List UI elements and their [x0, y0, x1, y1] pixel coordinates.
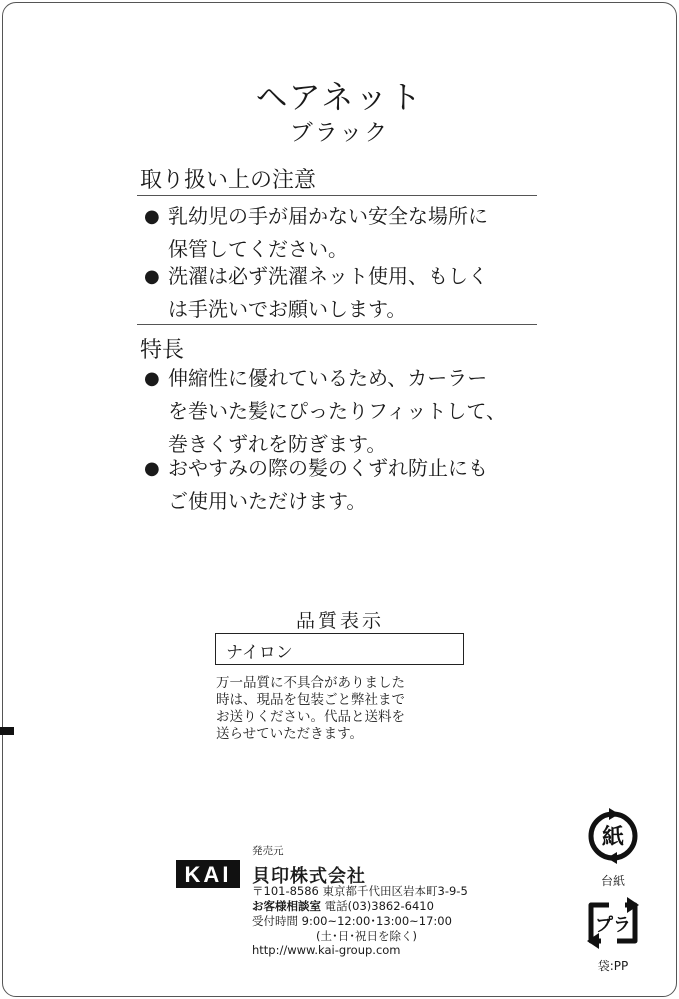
features-divider — [137, 324, 537, 325]
feature-item-line: おやすみの際の髪のくずれ防止にも — [168, 456, 488, 480]
plastic-recycle-icon — [583, 895, 643, 951]
caution-item-line: 洗濯は必ず洗濯ネット使用、もしく — [168, 264, 488, 288]
defect-notice — [216, 675, 476, 743]
quality-heading: 品質表示 — [295, 610, 384, 632]
closed-days: (土･日･祝日を除く) — [316, 929, 417, 943]
paper-recycle-icon — [585, 808, 641, 864]
support-hours: 受付時間 9:00~12:00･13:00~17:00 — [252, 914, 452, 928]
company-url: http://www.kai-group.com — [252, 943, 401, 957]
caution-heading: 取り扱い上の注意 — [140, 168, 317, 193]
product-color: ブラック — [289, 120, 390, 146]
caution-item — [144, 200, 544, 266]
support-phone: 電話(03)3862-6410 — [324, 899, 434, 913]
logo-text: KAI — [184, 862, 232, 887]
material-value: ナイロン — [226, 643, 293, 663]
features-heading: 特長 — [140, 338, 185, 363]
notice-line: お送りください。代品と送料を — [216, 709, 405, 725]
caution-item — [144, 260, 544, 326]
material-box — [215, 633, 464, 665]
bullet-icon: ● — [144, 206, 160, 227]
support-label: お客様相談室 — [252, 899, 321, 913]
plastic-label: 袋:PP — [597, 959, 629, 973]
paper-mark-text: 紙 — [601, 825, 625, 850]
notice-line: 万一品質に不具合がありました — [216, 675, 405, 691]
plastic-mark-text: プラ — [595, 915, 631, 936]
kai-logo — [176, 860, 240, 888]
feature-item-line: を巻いた髪にぴったりフィットして、 — [168, 399, 506, 423]
bullet-icon: ● — [144, 368, 160, 389]
caution-item-line: 保管してください。 — [168, 237, 348, 261]
caution-item-line: は手洗いでお願いします。 — [168, 297, 407, 321]
product-title: ヘアネット — [255, 78, 424, 116]
notice-line: 時は、現品を包装ごと弊社まで — [216, 692, 405, 708]
bullet-icon: ● — [144, 458, 160, 479]
bullet-icon: ● — [144, 266, 160, 287]
support-line — [252, 898, 434, 914]
caution-item-line: 乳幼児の手が届かない安全な場所に — [168, 204, 488, 228]
edge-mark — [0, 727, 14, 735]
feature-item — [144, 452, 544, 518]
company-name: 貝印株式会社 — [252, 866, 366, 887]
company-address: 〒101-8586 東京都千代田区岩本町3-9-5 — [252, 884, 468, 898]
notice-line: 送らせていただきます。 — [216, 726, 364, 742]
caution-divider — [137, 195, 537, 196]
feature-item-line: ご使用いただけます。 — [168, 489, 367, 513]
publisher-label: 発売元 — [252, 845, 284, 857]
paper-label: 台紙 — [600, 874, 625, 888]
feature-item-line: 巻きくずれを防ぎます。 — [168, 432, 387, 456]
feature-item — [144, 362, 544, 461]
feature-item-line: 伸縮性に優れているため、カーラー — [168, 366, 488, 390]
